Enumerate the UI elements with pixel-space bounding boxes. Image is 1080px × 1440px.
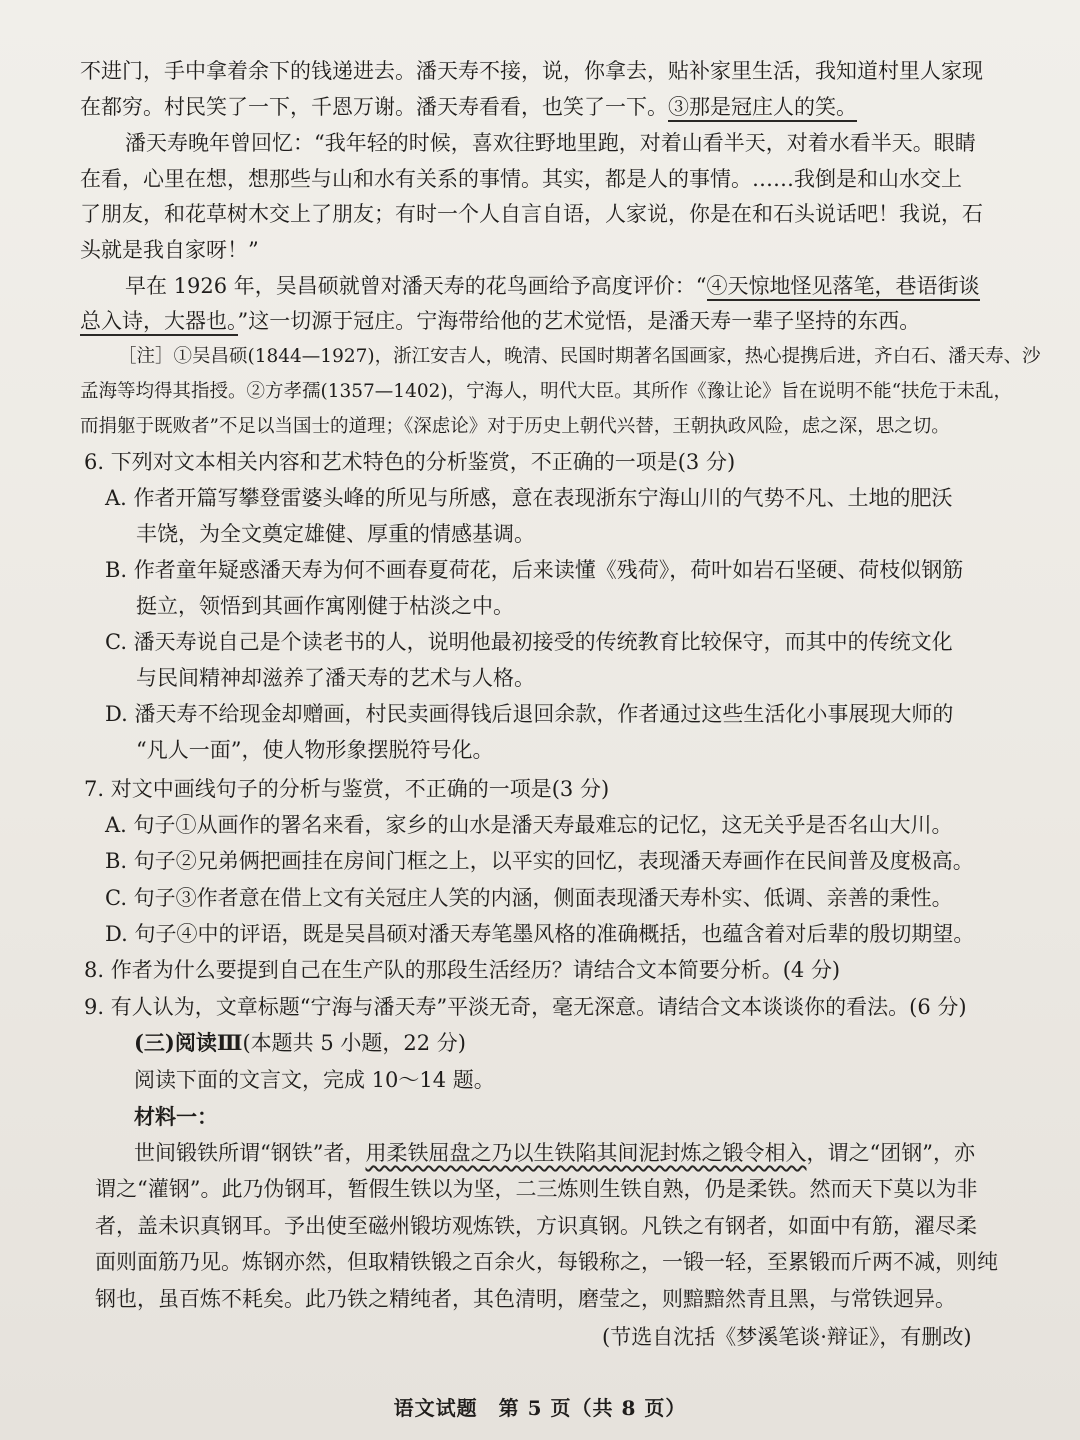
- q6-option-c: C. 潘天寿说自己是个读老书的人，说明他最初接受的传统教育比较保守，而其中的传统文化: [105, 630, 953, 654]
- passage-line: 总入诗，大器也。”这一切源于冠庄。宁海带给他的艺术觉悟，是潘天寿一辈子坚持的东西。: [80, 306, 1080, 336]
- q6-option-c-cont: 与民间精神却滋养了潘天寿的艺术与人格。: [136, 666, 535, 690]
- annotation-line: ［注］①吴昌硕(1844—1927)，浙江安吉人，晚清、民国时期著名国画家，热心提携后进，齐白石、潘天寿、沙: [118, 346, 1041, 367]
- q7-option-a: A. 句子①从画作的署名来看，家乡的山水是潘天寿最难忘的记忆，这无关乎是否名山大川。: [105, 813, 953, 837]
- passage-line: 头就是我自家呀！”: [80, 238, 259, 262]
- question-6-stem: 6. 下列对文本相关内容和艺术特色的分析鉴赏，不正确的一项是(3 分): [84, 450, 736, 474]
- underlined-sentence-3: ③那是冠庄人的笑。: [668, 95, 857, 122]
- section-3-instruction: 阅读下面的文言文，完成 10～14 题。: [134, 1068, 495, 1092]
- passage-line: 在都穷。村民笑了一下，千恩万谢。潘天寿看看，也笑了一下。③那是冠庄人的笑。: [80, 92, 1080, 122]
- q6-option-d-cont: “凡人一面”，使人物形象摆脱符号化。: [136, 738, 494, 762]
- q6-option-d: D. 潘天寿不给现金却赠画，村民卖画得钱后退回余款，作者通过这些生活化小事展现大师的: [105, 702, 954, 726]
- passage-line: 早在 1926 年，吴昌硕就曾对潘天寿的花鸟画给予高度评价：“④天惊地怪见落笔，巷语街谈: [125, 271, 1080, 301]
- underlined-sentence-4: ④天惊地怪见落笔，巷语街谈: [707, 274, 980, 301]
- passage-line: 不进门，手中拿着余下的钱递进去。潘天寿不接，说，你拿去，贴补家里生活，我知道村里人家现: [80, 59, 983, 83]
- underlined-sentence-4-cont: 总入诗，大器也。: [80, 309, 238, 336]
- annotation-line: 孟海等均得其指授。②方孝孺(1357—1402)，宁海人，明代大臣。其所作《豫让论》旨在说明不能“扶危于未乱，: [80, 381, 1013, 402]
- classical-text-line: 者，盖未识真钢耳。予出使至磁州锻坊观炼铁，方识真钢。凡铁之有钢者，如面中有筋，濯尽柔: [95, 1214, 977, 1238]
- question-9: 9. 有人认为，文章标题“宁海与潘天寿”平淡无奇，毫无深意。请结合文本谈谈你的看法。(6 分): [84, 995, 967, 1019]
- q6-option-a: A. 作者开篇写攀登雷婆头峰的所见与所感，意在表现浙东宁海山川的气势不凡、土地的肥沃: [105, 486, 953, 510]
- wavy-underlined-sentence: 用柔铁屈盘之乃以生铁陷其间泥封炼之锻令相入: [365, 1141, 807, 1165]
- material-1-label: 材料一：: [134, 1104, 218, 1129]
- q7-option-d: D. 句子④中的评语，既是吴昌硕对潘天寿笔墨风格的准确概括，也蕴含着对后辈的殷切期望。: [105, 922, 975, 946]
- q6-option-b: B. 作者童年疑惑潘天寿为何不画春夏荷花，后来读懂《残荷》，荷叶如岩石坚硬、荷枝似钢筋: [105, 558, 964, 582]
- annotation-line: 而捐躯于既败者”不足以当国士的道理；《深虑论》对于历史上朝代兴替，王朝执政风险，虑之深，思之切。: [80, 416, 950, 437]
- classical-text-line: 世间锻铁所谓“钢铁”者，用柔铁屈盘之乃以生铁陷其间泥封炼之锻令相入，谓之“团钢”，亦: [134, 1141, 975, 1165]
- q6-option-b-cont: 挺立，领悟到其画作寓刚健于枯淡之中。: [136, 594, 514, 618]
- question-7-stem: 7. 对文中画线句子的分析与鉴赏，不正确的一项是(3 分): [84, 777, 610, 801]
- q7-option-b: B. 句子②兄弟俩把画挂在房间门框之上，以平实的回忆，表现潘天寿画作在民间普及度极高。: [105, 849, 974, 873]
- classical-text-line: 钢也，虽百炼不耗矣。此乃铁之精纯者，其色清明，磨莹之，则黯黯然青且黑，与常铁迥异。: [95, 1287, 956, 1311]
- passage-line: 潘天寿晚年曾回忆：“我年轻的时候，喜欢往野地里跑，对着山看半天，对着水看半天。眼睛: [125, 131, 976, 155]
- page-footer: 语文试题 第 5 页（共 8 页）: [393, 1396, 687, 1420]
- classical-text-line: 面则面筋乃见。炼钢亦然，但取精铁锻之百余火，每锻称之，一锻一轻，至累锻而斤两不减，则纯: [95, 1250, 998, 1274]
- passage-line: 了朋友，和花草树木交上了朋友；有时一个人自言自语，人家说，你是在和石头说话吧！我说，石: [80, 202, 983, 226]
- q6-option-a-cont: 丰饶，为全文奠定雄健、厚重的情感基调。: [136, 522, 535, 546]
- question-8: 8. 作者为什么要提到自己在生产队的那段生活经历？请结合文本简要分析。(4 分): [84, 958, 841, 982]
- classical-text-line: 谓之“灌钢”。此乃伪钢耳，暂假生铁以为坚，二三炼则生铁自熟，仍是柔铁。然而天下莫以为非: [95, 1177, 978, 1201]
- passage-line: 在看，心里在想，想那些与山和水有关系的事情。其实，都是人的事情。……我倒是和山水交上: [80, 167, 962, 191]
- q7-option-c: C. 句子③作者意在借上文有关冠庄人笑的内涵，侧面表现潘天寿朴实、低调、亲善的秉性。: [105, 886, 953, 910]
- section-3-heading: (三)阅读Ⅲ(本题共 5 小题，22 分): [134, 1030, 466, 1055]
- source-citation: (节选自沈括《梦溪笔谈·辩证》，有删改): [602, 1325, 972, 1349]
